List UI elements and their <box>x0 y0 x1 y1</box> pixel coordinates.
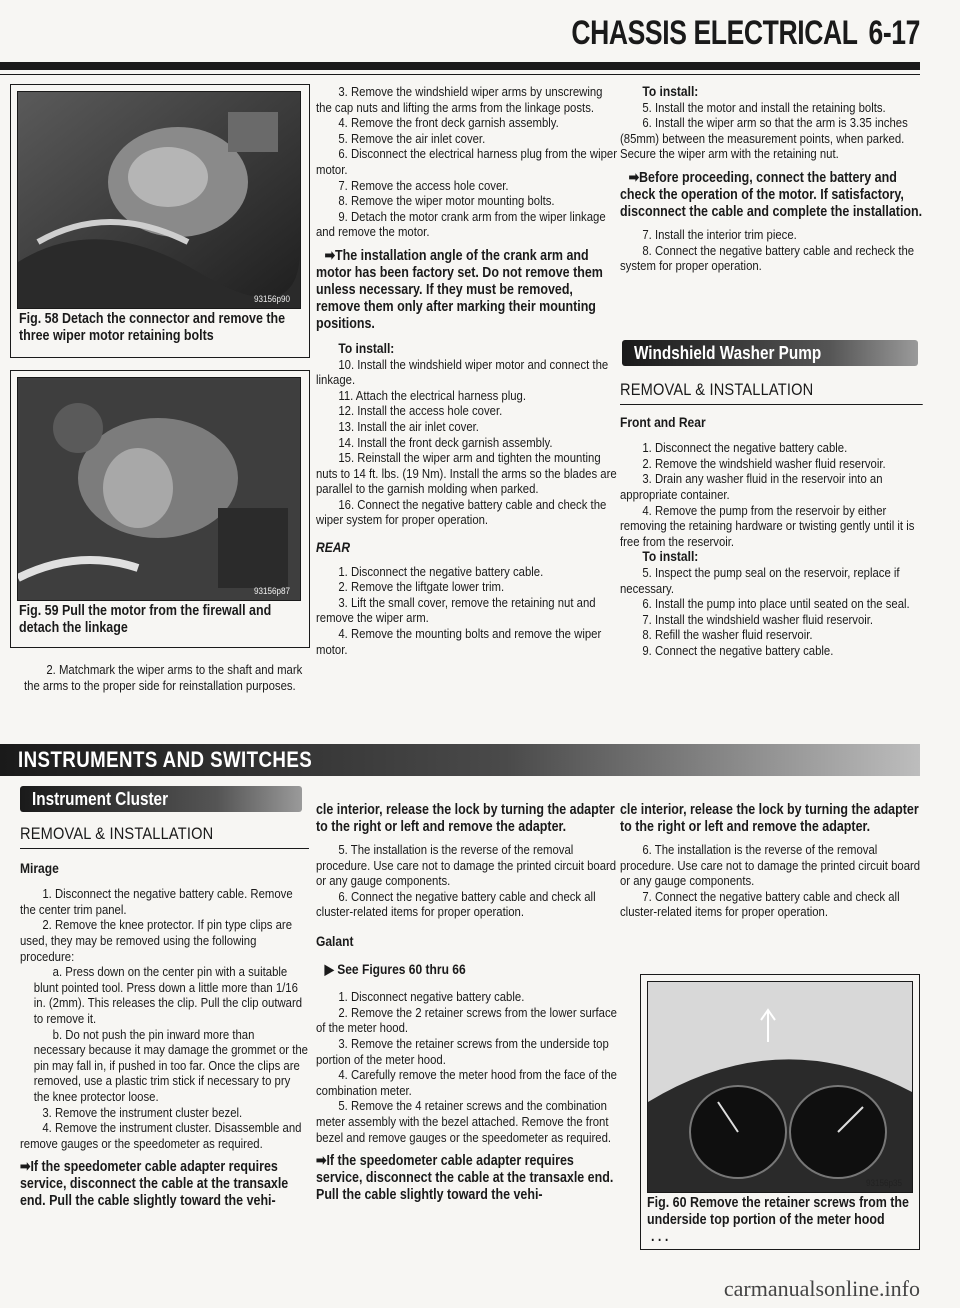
figure-59 <box>10 370 310 648</box>
washer-step-6: 6. Install the pump into place until seated on the seal. <box>642 596 910 612</box>
instrument-cluster-banner <box>20 786 302 812</box>
cluster-removal-heading: REMOVAL & INSTALLATION <box>20 824 214 843</box>
speedometer-note-1: ➡If the speedometer cable adapter requires service, disconnect the cable at the transaxle end. Pull the cable slightly toward the vehi- <box>20 1159 289 1210</box>
instruments-switches-banner <box>0 744 920 776</box>
figure-60-id: 93156p35 <box>865 1178 902 1188</box>
cluster-step-2b: b. Do not push the pin inward more than necessary because it may damage the grommet or the pin may fall in, if pushed in too far. Once the clips are removed, use a plastic trim stick if necessary to pry the knee protector loose. <box>33 1026 308 1104</box>
washer-to-install: To install: <box>642 548 699 565</box>
battery-note: ➡Before proceeding, connect the battery and check the operation of the motor. If satisfactory, disconnect the cable and complete the installation. <box>620 169 923 220</box>
rear-step-2: 2. Remove the liftgate lower trim. <box>338 579 505 595</box>
washer-step-1: 1. Disconnect the negative battery cable. <box>642 440 848 456</box>
instrument-cluster-banner-text: Instrument Cluster <box>32 789 169 809</box>
galant-step-1: 1. Disconnect negative battery cable. <box>338 989 525 1005</box>
to-install-heading-3: To install: <box>642 83 699 99</box>
galant-step-3: 3. Remove the retainer screws from the underside top portion of the meter hood. <box>316 1035 609 1067</box>
washer-step-7: 7. Install the windshield washer fluid reservoir. <box>642 611 874 627</box>
step-4: 4. Remove the front deck garnish assembly. <box>338 115 559 131</box>
figure-60-caption: Fig. 60 Remove the retainer screws from the underside top portion of the meter hood <box>647 1195 909 1228</box>
step-16: 16. Connect the negative battery cable and check the wiper system for proper operation. <box>316 496 607 528</box>
cluster-step-2: 2. Remove the knee protector. If pin type clips are used, they may be removed using the following procedure: <box>20 917 293 964</box>
step-6: 6. Disconnect the electrical harness plug from the wiper motor. <box>316 146 617 177</box>
instruments-switches-banner-text: INSTRUMENTS AND SWITCHES <box>18 747 313 772</box>
galant-step-2: 2. Remove the 2 retainer screws from the lower surface of the meter hood. <box>316 1004 617 1036</box>
rear-heading: REAR <box>316 539 351 556</box>
rear-step-4: 4. Remove the mounting bolts and remove the wiper motor. <box>316 626 602 657</box>
column-2-bottom <box>316 802 619 1204</box>
column-3-washer <box>620 374 923 659</box>
step-6-install: 6. Install the wiper arm so that the arm is 3.35 inches (85mm) between the measurement points, when parked. Secure the wiper arm with the retaining nut. <box>620 115 908 162</box>
figure-58-caption: Fig. 58 Detach the connector and remove the three wiper motor retaining bolts <box>19 311 286 344</box>
page-header <box>571 14 920 53</box>
step-8-install: 8. Connect the negative battery cable and recheck the system for proper operation. <box>620 242 915 274</box>
speedometer-note-2: ➡If the speedometer cable adapter requires service, disconnect the cable at the transaxle end. Pull the cable slightly toward the vehi- <box>316 1153 614 1204</box>
watermark: carmanualsonline.info <box>723 1276 920 1301</box>
galant-step-4: 4. Carefully remove the meter hood from the face of the combination meter. <box>316 1067 617 1098</box>
see-figures: ▶ See Figures 60 thru 66 <box>324 960 466 977</box>
galant-step-5: 5. Remove the 4 retainer screws and the combination meter assembly with the bezel attached. Remove the front bezel and remove gauges or the speedometer as required. <box>316 1098 612 1145</box>
header-rule-thin <box>0 74 920 75</box>
step-3: 3. Remove the windshield wiper arms by unscrewing the cap nuts and lifting the arms from the linkage posts. <box>316 84 603 115</box>
speedometer-note-cont-2: cle interior, release the lock by turning the adapter to the right or left and remove the adapter. <box>316 802 615 835</box>
column-2-top <box>316 84 619 657</box>
column-3-top <box>620 84 923 274</box>
rear-step-3: 3. Lift the small cover, remove the retaining nut and remove the wiper arm. <box>316 594 596 626</box>
washer-step-2: 2. Remove the windshield washer fluid reservoir. <box>642 455 886 471</box>
figure-58-id: 93156p90 <box>253 294 290 304</box>
cluster-removal-rule <box>20 848 309 849</box>
washer-step-4: 4. Remove the pump from the reservoir by either removing the retaining hardware or twisting gently until it is free from the reservoir. <box>620 502 915 549</box>
step-5: 5. Remove the air inlet cover. <box>338 130 486 146</box>
arrow-icon: ▶ <box>324 960 338 977</box>
figure-60-ellipsis: . . . <box>651 1229 669 1245</box>
header-rule <box>0 62 920 70</box>
cluster-step-4: 4. Remove the instrument cluster. Disassemble and remove gauges or the speedometer as required. <box>20 1120 302 1151</box>
washer-pump-banner-text: Windshield Washer Pump <box>634 343 822 363</box>
washer-removal-rule <box>620 404 923 405</box>
speedometer-note-cont-3: cle interior, release the lock by turning the adapter to the right or left and remove the adapter. <box>620 802 919 835</box>
cluster-step-6-galant: 6. The installation is the reverse of the removal procedure. Use care not to damage the printed circuit board or any gauge components. <box>620 842 921 889</box>
cluster-step-1: 1. Disconnect the negative battery cable. Remove the center trim panel. <box>20 886 293 917</box>
column-3-bottom <box>620 802 923 920</box>
front-rear-heading: Front and Rear <box>620 413 706 430</box>
figure-59-photo <box>17 377 301 601</box>
step-8: 8. Remove the wiper motor mounting bolts. <box>338 193 555 209</box>
step-7-install: 7. Install the interior trim piece. <box>642 226 797 242</box>
washer-removal-heading: REMOVAL & INSTALLATION <box>620 380 814 399</box>
washer-step-3: 3. Drain any washer fluid in the reservoir into an appropriate container. <box>620 471 883 502</box>
figure-60 <box>640 974 920 1250</box>
step-14: 14. Install the front deck garnish assembly. <box>338 434 553 450</box>
cluster-step-6: 6. Connect the negative battery cable and check all cluster-related items for proper operation. <box>316 888 596 920</box>
figure-58 <box>10 84 310 358</box>
rear-step-1: 1. Disconnect the negative battery cable. <box>338 563 544 579</box>
page-number: 6-17 <box>868 14 920 52</box>
header-title: CHASSIS ELECTRICAL <box>571 14 858 52</box>
figure-59-caption: Fig. 59 Pull the motor from the firewall and detach the linkage <box>19 603 272 636</box>
step-13: 13. Install the air inlet cover. <box>338 418 479 434</box>
washer-step-9: 9. Connect the negative battery cable. <box>642 642 834 658</box>
cluster-step-3: 3. Remove the instrument cluster bezel. <box>42 1104 243 1120</box>
step-5-install: 5. Install the motor and install the retaining bolts. <box>642 99 886 115</box>
cluster-step-7-galant: 7. Connect the negative battery cable and check all cluster-related items for proper operation. <box>620 888 900 920</box>
step-15: 15. Reinstall the wiper arm and tighten the mounting nuts to 14 ft. lbs. (19 Nm). Install the arms so the blades are parallel to the garnish molding when parked. <box>316 450 617 497</box>
column-1-top <box>24 662 308 693</box>
step-2-text: 2. Matchmark the wiper arms to the shaft and mark the arms to the proper side for reinstallation purposes. <box>24 662 303 693</box>
mirage-heading: Mirage <box>20 859 59 876</box>
step-12: 12. Install the access hole cover. <box>338 403 503 419</box>
step-11: 11. Attach the electrical harness plug. <box>338 387 527 403</box>
cluster-step-5: 5. The installation is the reverse of the removal procedure. Use care not to damage the printed circuit board or any gauge components. <box>316 842 617 889</box>
galant-heading: Galant <box>316 932 354 949</box>
column-1-bottom <box>20 818 309 1210</box>
figure-59-id: 93156p87 <box>253 586 290 596</box>
figure-58-photo <box>17 91 301 309</box>
step-9: 9. Detach the motor crank arm from the wiper linkage and remove the motor. <box>316 208 606 240</box>
washer-step-5: 5. Inspect the pump seal on the reservoir, replace if necessary. <box>620 564 900 596</box>
figure-60-photo <box>647 981 913 1193</box>
to-install-heading: To install: <box>338 339 395 356</box>
step-7: 7. Remove the access hole cover. <box>338 177 509 193</box>
step-10: 10. Install the windshield wiper motor and connect the linkage. <box>316 356 609 388</box>
washer-pump-banner <box>622 340 918 366</box>
crank-arm-note: ➡The installation angle of the crank arm and motor has been factory set. Do not remove them unless necessary. If they must be removed, remove them only after marking their mounting positions. <box>316 247 603 332</box>
cluster-step-2a: a. Press down on the center pin with a suitable blunt pointed tool. Press down a little more than 1/16 in. (2mm). This releases the clip. Pull the clip outward to remove it. <box>33 964 303 1026</box>
washer-step-8: 8. Refill the washer fluid reservoir. <box>642 627 813 643</box>
